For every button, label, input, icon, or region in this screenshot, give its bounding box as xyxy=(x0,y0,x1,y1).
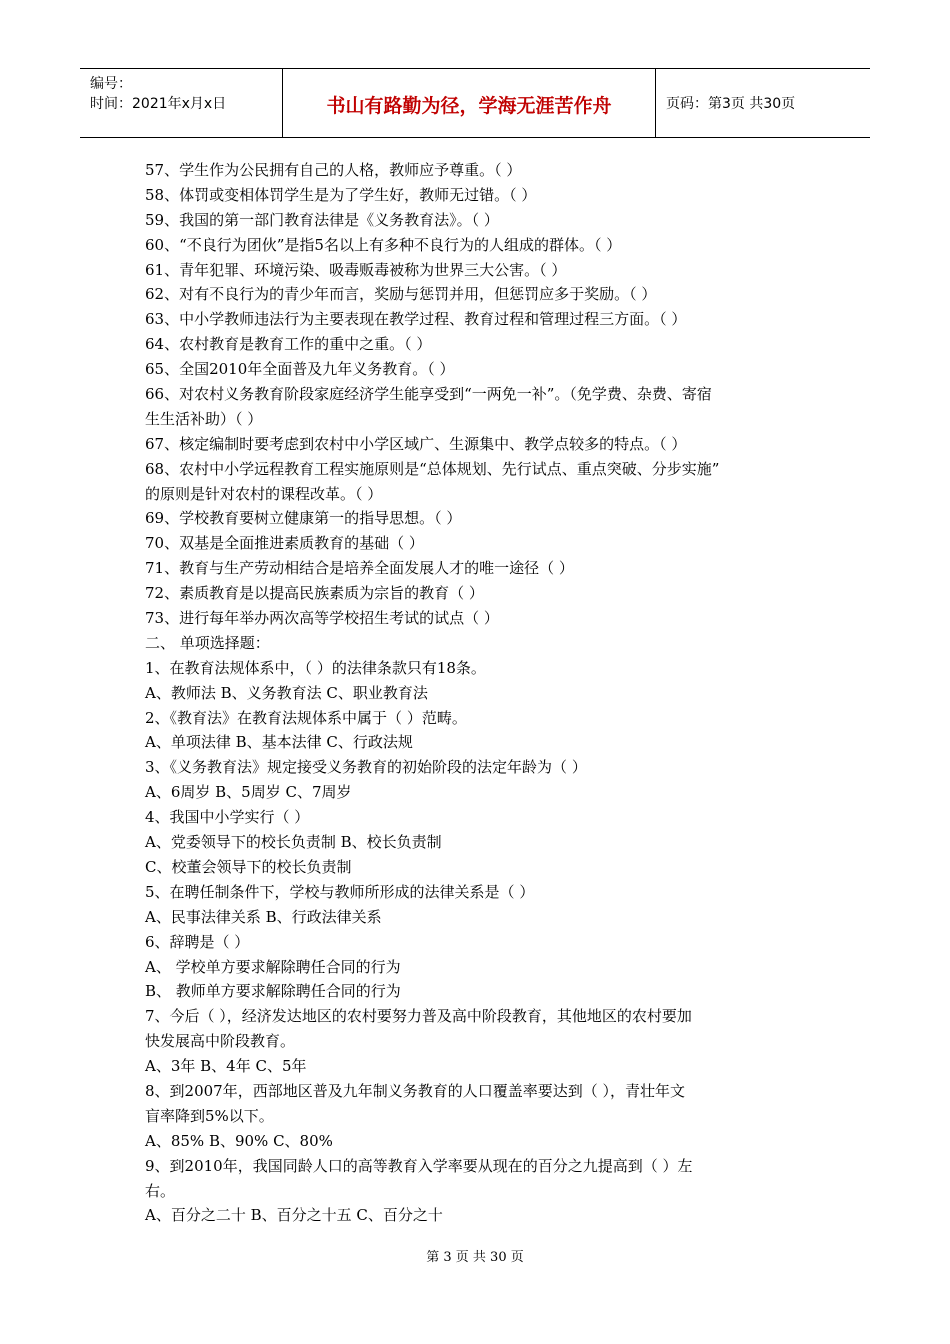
text-line: A、6周岁 B、5周岁 C、7周岁 xyxy=(145,783,352,802)
document-body xyxy=(145,158,810,1228)
text-line: 60、“不良行为团伙”是指5名以上有多种不良行为的人组成的群体。（ ） xyxy=(145,235,622,254)
text-line: 1、在教育法规体系中，（ ）的法律条款只有18条。 xyxy=(145,658,486,677)
text-line: 66、对农村义务教育阶段家庭经济学生能享受到“一两免一补”。（免学费、杂费、寄宿 xyxy=(145,385,712,404)
text-line: 72、素质教育是以提高民族素质为宗旨的教育（ ） xyxy=(145,584,484,603)
text-line: 70、双基是全面推进素质教育的基础（ ） xyxy=(145,534,424,553)
text-line: A、党委领导下的校长负责制 B、校长负责制 xyxy=(145,833,442,852)
text-line: 64、农村教育是教育工作的重中之重。（ ） xyxy=(145,335,432,354)
text-line: A、教师法 B、义务教育法 C、职业教育法 xyxy=(145,683,428,702)
text-line: 57、学生作为公民拥有自己的人格，教师应予尊重。（ ） xyxy=(145,161,522,179)
header-middle-cell xyxy=(283,69,656,137)
text-line: A、民事法律关系 B、行政法律关系 xyxy=(145,907,382,926)
text-line: 65、全国2010年全面普及九年义务教育。（ ） xyxy=(145,360,455,379)
text-line: 69、学校教育要树立健康第一的指导思想。（ ） xyxy=(145,509,462,528)
text-line: 生生活补助）（ ） xyxy=(145,409,263,428)
text-line: 3、《义务教育法》规定接受义务教育的初始阶段的法定年龄为（ ） xyxy=(145,758,587,777)
text-line: 62、对有不良行为的青少年而言，奖励与惩罚并用，但惩罚应多于奖励。（ ） xyxy=(145,285,657,304)
text-line: A、单项法律 B、基本法律 C、行政法规 xyxy=(145,733,413,752)
text-line: 58、体罚或变相体罚学生是为了学生好，教师无过错。（ ） xyxy=(145,185,537,204)
motto: 书山有路勤为径，学海无涯苦作舟 xyxy=(326,95,612,117)
text-line: 67、核定编制时要考虑到农村中小学区域广、生源集中、教学点较多的特点。（ ） xyxy=(145,434,687,453)
text-line: 63、中小学教师违法行为主要表现在教学过程、教育过程和管理过程三方面。（ ） xyxy=(145,310,687,329)
text-line: 73、进行每年举办两次高等学校招生考试的试点（ ） xyxy=(145,609,499,628)
text-line: 4、我国中小学实行（ ） xyxy=(145,808,310,827)
text-line: 61、青年犯罪、环境污染、吸毒贩毒被称为世界三大公害。（ ） xyxy=(145,260,567,279)
header-right-cell xyxy=(656,69,870,137)
text-line: 68、农村中小学远程教育工程实施原则是“总体规划、先行试点、重点突破、分步实施” xyxy=(145,459,720,478)
text-line: 5、在聘任制条件下，学校与教师所形成的法律关系是（ ） xyxy=(145,882,535,901)
text-line: 71、教育与生产劳动相结合是培养全面发展人才的唯一途径（ ） xyxy=(145,559,574,578)
text-line: C、校董会领导下的校长负责制 xyxy=(145,857,352,876)
page-info: 页码：第3页 共30页 xyxy=(666,96,796,112)
text-line: 盲率降到5%以下。 xyxy=(145,1106,274,1125)
text-line: B、 教师单方要求解除聘任合同的行为 xyxy=(145,982,401,1001)
text-line: 7、今后（ ），经济发达地区的农村要努力普及高中阶段教育，其他地区的农村要加 xyxy=(145,1007,692,1026)
number-label: 编号： xyxy=(90,76,132,92)
text-line: 的原则是针对农村的课程改革。（ ） xyxy=(145,484,383,503)
text-line: A、85% B、90% C、80% xyxy=(145,1131,333,1150)
text-line: 6、辞聘是（ ） xyxy=(145,932,250,951)
text-line: 2、《教育法》在教育法规体系中属于（ ）范畴。 xyxy=(145,708,467,727)
page-footer: 第 3 页 共 30 页 xyxy=(426,1250,524,1265)
time-label: 时间：2021年x月x日 xyxy=(90,96,227,112)
text-line: 59、我国的第一部门教育法律是《义务教育法》。（ ） xyxy=(145,210,499,229)
text-line: A、百分之二十 B、百分之十五 C、百分之十 xyxy=(145,1206,443,1225)
text-line: 右。 xyxy=(145,1181,176,1200)
text-line: A、 学校单方要求解除聘任合同的行为 xyxy=(145,957,401,976)
page-header xyxy=(80,68,870,138)
section-heading: 二、 单项选择题： xyxy=(145,633,270,652)
header-left-cell xyxy=(80,69,283,137)
text-line: A、3年 B、4年 C、5年 xyxy=(145,1057,307,1076)
text-line: 9、到2010年，我国同龄人口的高等教育入学率要从现在的百分之九提高到（ ）左 xyxy=(145,1156,693,1175)
text-line: 快发展高中阶段教育。 xyxy=(145,1032,296,1051)
text-line: 8、到2007年，西部地区普及九年制义务教育的人口覆盖率要达到（ ），青壮年文 xyxy=(145,1081,685,1100)
